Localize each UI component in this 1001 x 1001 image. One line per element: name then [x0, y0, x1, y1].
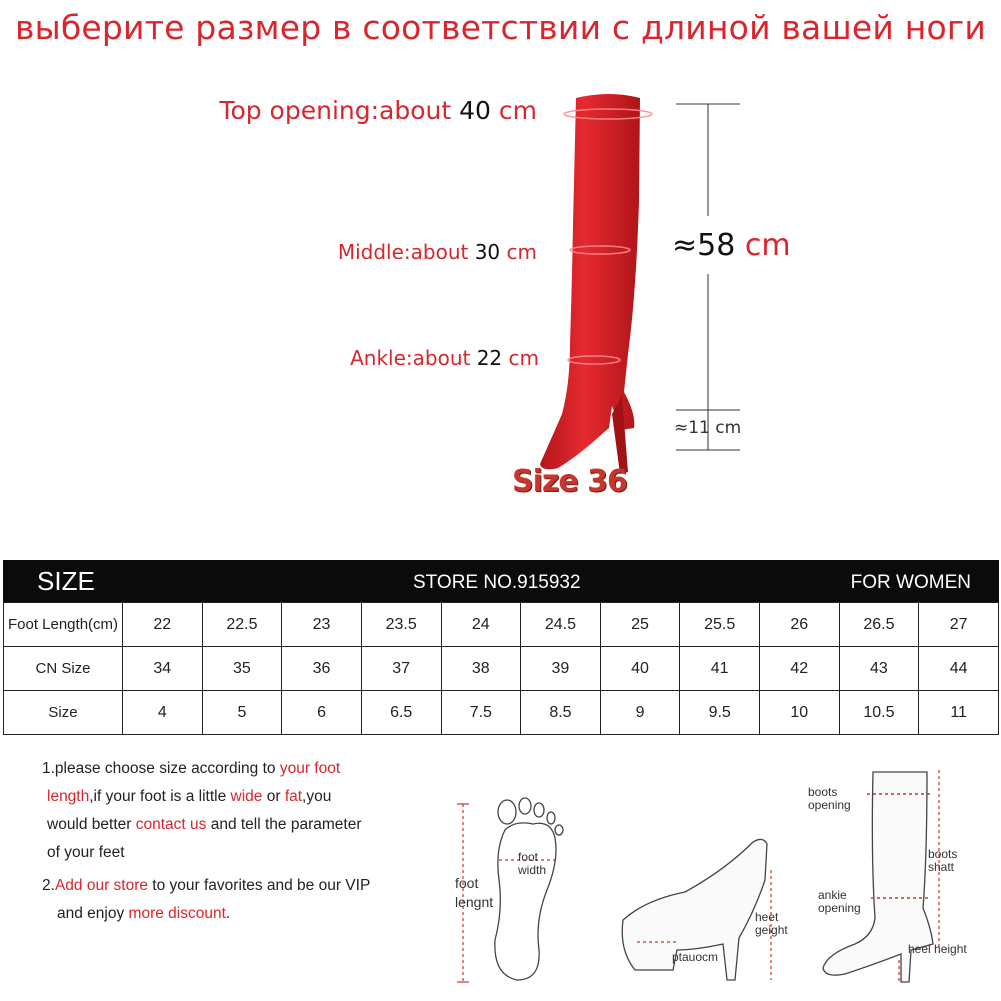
- table-cell: 41: [680, 647, 760, 691]
- text: opening: [808, 798, 851, 812]
- highlight-text: wide: [230, 788, 263, 805]
- table-row: [4, 691, 999, 735]
- store-number: STORE NO.915932: [413, 572, 581, 593]
- table-cell: 5: [202, 691, 282, 735]
- table-cell: 24: [441, 603, 521, 647]
- text: opening: [818, 901, 861, 915]
- foot-width-label: [518, 851, 546, 877]
- instruction-1: [42, 755, 362, 867]
- instruction-1-line-2: [42, 783, 362, 811]
- text: and enjoy: [57, 905, 129, 922]
- boots-shaft-label: [928, 848, 957, 874]
- table-cell: 25.5: [680, 603, 760, 647]
- shaft-length-unit: cm: [744, 228, 791, 263]
- shaft-length-label: [672, 228, 791, 263]
- text: ankie: [818, 888, 847, 902]
- table-row: [4, 603, 999, 647]
- middle-label: [338, 240, 537, 264]
- table-cell: 10: [760, 691, 840, 735]
- text: of your feet: [47, 844, 125, 861]
- ankle-unit: cm: [508, 346, 539, 370]
- table-cell: 23.5: [361, 603, 441, 647]
- table-cell: 6.5: [361, 691, 441, 735]
- text: foot: [518, 850, 539, 864]
- text: and tell the parameter: [206, 816, 362, 833]
- text: ,if your foot is a little: [89, 788, 231, 805]
- table-cell: 38: [441, 647, 521, 691]
- instruction-1-line-3: [42, 811, 362, 839]
- table-cell: 44: [919, 647, 999, 691]
- text: would better: [47, 816, 136, 833]
- middle-value: 30: [474, 240, 501, 264]
- middle-unit: cm: [506, 240, 537, 264]
- table-cell: 27: [919, 603, 999, 647]
- row-header: CN Size: [4, 647, 123, 691]
- text: geight: [755, 923, 788, 937]
- table-cell: 4: [123, 691, 203, 735]
- heel-length-label: ≈11 cm: [674, 418, 742, 438]
- highlight-text: Add our store: [54, 877, 148, 894]
- table-cell: 26.5: [839, 603, 919, 647]
- middle-text: Middle:about: [337, 240, 469, 264]
- table-cell: 8.5: [521, 691, 601, 735]
- instruction-1-line-1: [42, 755, 362, 783]
- table-cell: 7.5: [441, 691, 521, 735]
- table-cell: 39: [521, 647, 601, 691]
- shaft-length-prefix: ≈: [672, 228, 698, 263]
- table-cell: 22: [123, 603, 203, 647]
- boots-opening-label: [808, 786, 851, 812]
- platform-label: ptauocm: [672, 950, 719, 964]
- table-cell: 43: [839, 647, 919, 691]
- top-opening-label: [219, 96, 537, 125]
- highlight-text: your foot: [279, 760, 341, 777]
- table-cell: 9: [600, 691, 680, 735]
- text: heet: [755, 910, 779, 924]
- table-cell: 22.5: [202, 603, 282, 647]
- ankle-value: 22: [476, 346, 503, 370]
- table-cell: 6: [282, 691, 362, 735]
- text: 2.: [42, 877, 55, 894]
- highlight-text: more discount: [128, 905, 226, 922]
- instruction-2: [42, 872, 370, 928]
- text: shatt: [928, 860, 955, 874]
- text: boots: [928, 847, 958, 861]
- ankle-text: Ankle:about: [350, 346, 471, 370]
- top-opening-value: 40: [459, 96, 491, 125]
- text: boots: [808, 785, 838, 799]
- table-cell: 36: [282, 647, 362, 691]
- text: foot: [455, 875, 479, 891]
- instruction-1-line-4: [42, 839, 362, 867]
- ankle-opening-label: [818, 889, 861, 915]
- foot-length-label: [455, 874, 493, 912]
- highlight-text: length: [47, 788, 90, 805]
- table-cell: 26: [760, 603, 840, 647]
- heel-height-label: [755, 911, 788, 937]
- top-opening-unit: cm: [498, 96, 537, 125]
- size-table: [3, 602, 999, 735]
- ankle-label: [350, 346, 539, 370]
- table-cell: 9.5: [680, 691, 760, 735]
- top-opening-text: Top opening:about: [219, 96, 452, 125]
- table-cell: 35: [202, 647, 282, 691]
- text: or: [262, 788, 285, 805]
- table-cell: 23: [282, 603, 362, 647]
- table-cell: 25: [600, 603, 680, 647]
- text: lengnt: [455, 894, 494, 910]
- text: to your favorites and be our VIP: [148, 877, 371, 894]
- for-women-label: FOR WOMEN: [850, 572, 971, 593]
- text: .: [225, 905, 231, 922]
- table-cell: 24.5: [521, 603, 601, 647]
- shaft-length-value: 58: [697, 228, 736, 263]
- boot-heel-height-label: heel height: [908, 942, 967, 956]
- instruction-2-line-2: [42, 900, 370, 928]
- size-label: Size 36: [512, 464, 627, 499]
- table-row: [4, 647, 999, 691]
- headline: выберите размер в соответствии с длиной вашей ноги: [14, 8, 987, 47]
- instruction-2-line-1: [42, 872, 370, 900]
- size-chart-header: [3, 560, 999, 602]
- row-header: Size: [4, 691, 123, 735]
- table-cell: 34: [123, 647, 203, 691]
- table-cell: 42: [760, 647, 840, 691]
- table-cell: 37: [361, 647, 441, 691]
- highlight-text: contact us: [135, 816, 207, 833]
- dimension-line: [668, 98, 748, 458]
- text: ,you: [302, 788, 332, 805]
- text: 1.please choose size according to: [42, 760, 280, 777]
- size-title: SIZE: [37, 566, 95, 596]
- table-cell: 11: [919, 691, 999, 735]
- table-cell: 40: [600, 647, 680, 691]
- highlight-text: fat: [284, 788, 303, 805]
- text: width: [518, 863, 547, 877]
- row-header: Foot Length(cm): [4, 603, 123, 647]
- table-cell: 10.5: [839, 691, 919, 735]
